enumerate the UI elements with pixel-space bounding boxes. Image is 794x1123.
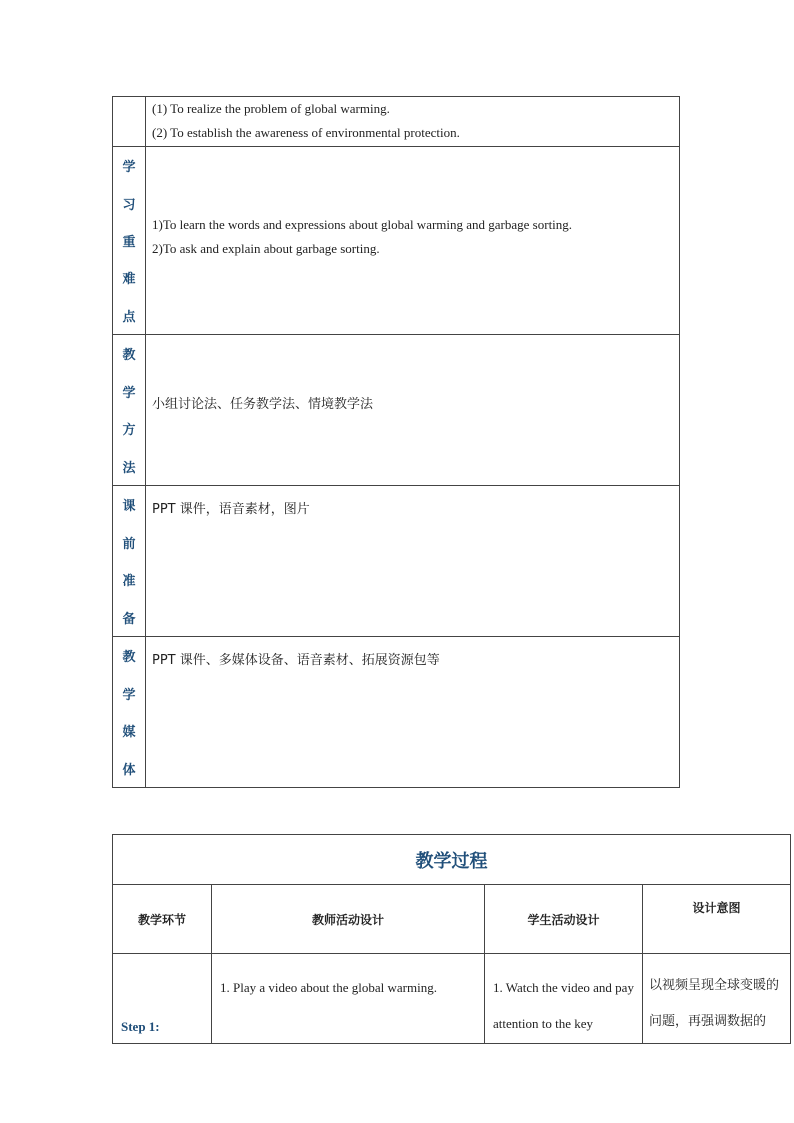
media-text: PPT 课件、多媒体设备、语音素材、拓展资源包等 [152,653,440,668]
process-title: 教学过程 [113,835,791,885]
method-text: 小组讨论法、任务教学法、情境教学法 [152,397,374,412]
label-char: 备 [122,611,136,627]
method-label [113,335,145,485]
label-char: 教 [122,348,136,364]
label-char: 前 [122,536,136,552]
label-char: 难 [122,272,136,288]
student-activity: 1. Watch the video and pay attention to the key [485,954,643,1044]
teacher-activity: 1. Play a video about the global warming. [212,954,485,1044]
label-char: 准 [122,574,136,590]
objective-line-2: (2) To establish the awareness of environmental protection. [152,125,460,140]
media-cell [146,637,680,788]
label-char: 学 [122,385,136,401]
key-points-cell [146,147,680,335]
method-label-cell [113,335,146,486]
header-design-intent: 设计意图 [643,885,791,954]
header-student-activity: 学生活动设计 [485,885,643,954]
media-label [113,637,145,787]
label-char: 重 [122,234,136,250]
label-char: 教 [122,650,136,666]
label-char: 媒 [122,725,136,741]
key-point-1: 1)To learn the words and expressions about global warming and garbage sorting. [152,217,573,232]
design-intent: 以视频呈现全球变暖的问题，再强调数据的 [643,954,791,1044]
objective-line-1: (1) To realize the problem of global warming. [152,101,390,116]
media-label-cell [113,637,146,788]
label-char: 习 [122,197,136,213]
preparation-cell [146,486,680,637]
header-stage: 教学环节 [113,885,212,954]
objectives-cell [146,97,680,147]
preparation-text: PPT 课件，语音素材，图片 [152,502,310,517]
key-points-label [113,147,145,334]
key-points-label-cell [113,147,146,335]
method-cell [146,335,680,486]
teaching-process-table [112,834,791,1044]
lesson-plan-table [112,96,680,788]
preparation-label [113,486,145,636]
label-char: 学 [122,687,136,703]
label-char: 点 [122,309,136,325]
empty-label-cell [113,97,146,147]
preparation-label-cell [113,486,146,637]
key-point-2: 2)To ask and explain about garbage sorting. [152,241,380,256]
label-char: 法 [122,460,136,476]
header-teacher-activity: 教师活动设计 [212,885,485,954]
label-char: 学 [122,160,136,176]
label-char: 方 [122,423,136,439]
step-label: Step 1: [113,954,212,1044]
label-char: 体 [122,762,136,778]
label-char: 课 [122,499,136,515]
